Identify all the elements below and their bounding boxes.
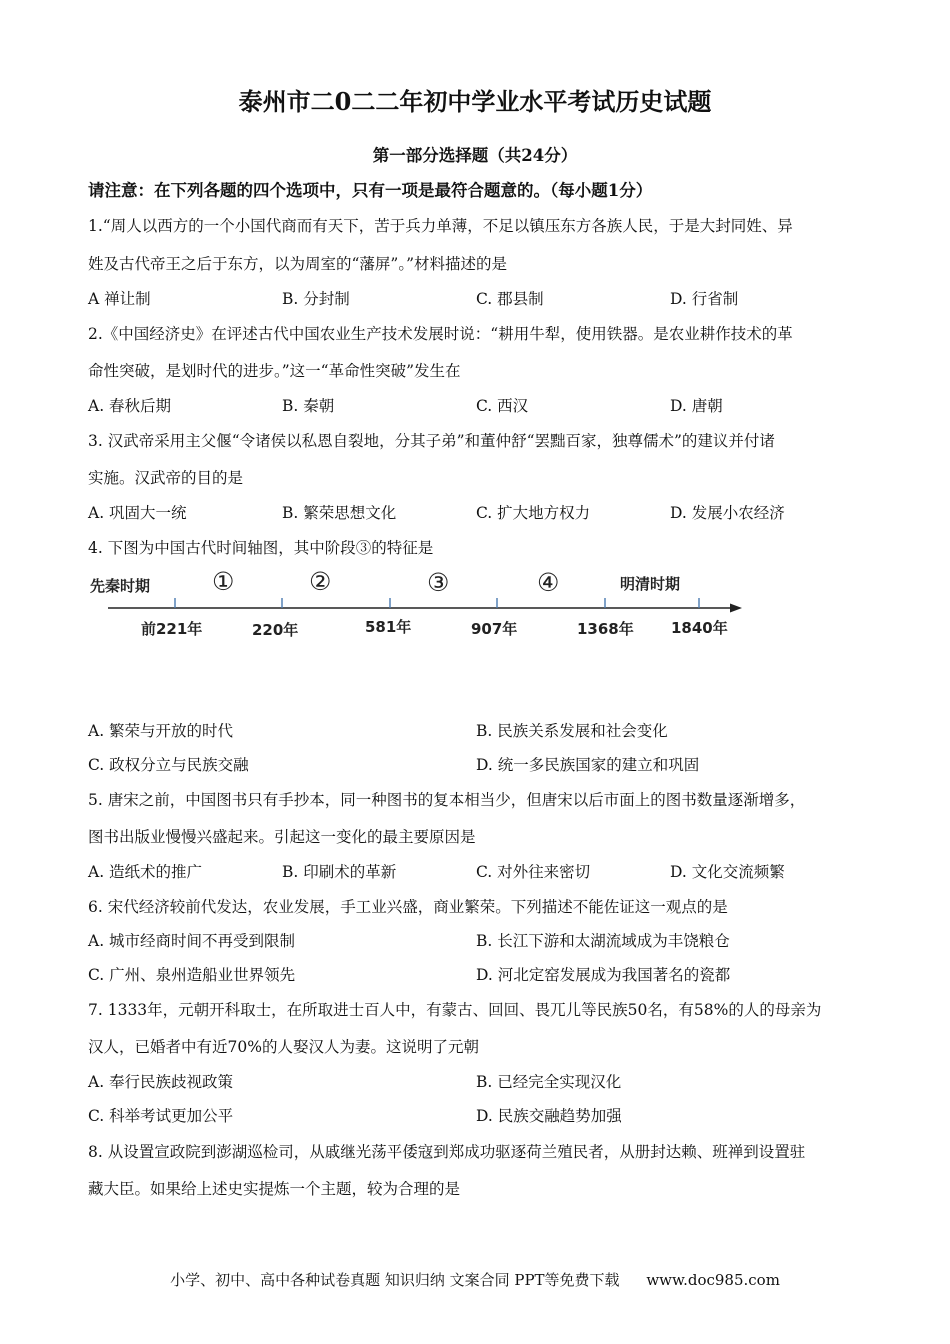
timeline-tick-label: 581年 bbox=[365, 618, 412, 636]
timeline-diagram bbox=[80, 560, 760, 650]
timeline-period-end: 明清时期 bbox=[620, 575, 681, 593]
timeline-tick-label: 1840年 bbox=[671, 619, 728, 637]
question-8-line-2: 藏大臣。如果给上述史实提炼一个主题，较为合理的是 bbox=[88, 1180, 461, 1198]
question-2-option-a: A. 春秋后期 bbox=[88, 397, 172, 415]
question-6-line-1: 6. 宋代经济较前代发达，农业发展，手工业兴盛，商业繁荣。下列描述不能佐证这一观点的是 bbox=[88, 898, 728, 916]
timeline-stage-1: ① bbox=[212, 567, 235, 596]
page-footer bbox=[0, 1269, 950, 1290]
question-5-line-1: 5. 唐宋之前，中国图书只有手抄本，同一种图书的复本相当少，但唐宋以后市面上的图书数量逐渐增多， bbox=[88, 791, 806, 809]
footer-text: 小学、初中、高中各种试卷真题 知识归纳 文案合同 PPT等免费下载 bbox=[170, 1271, 620, 1289]
question-7-option-d: D. 民族交融趋势加强 bbox=[476, 1107, 622, 1125]
question-7-option-a: A. 奉行民族歧视政策 bbox=[88, 1073, 234, 1091]
question-8-line-1: 8. 从设置宣政院到澎湖巡检司，从戚继光荡平倭寇到郑成功驱逐荷兰殖民者，从册封达赖、班禅到设置驻 bbox=[88, 1143, 806, 1161]
timeline-tick-label: 1368年 bbox=[577, 620, 634, 638]
question-7-option-b: B. 已经完全实现汉化 bbox=[476, 1073, 622, 1091]
question-5-line-2: 图书出版业慢慢兴盛起来。引起这一变化的最主要原因是 bbox=[88, 828, 476, 846]
question-1-option-a: A 禅让制 bbox=[88, 290, 151, 308]
question-2-line-1: 2.《中国经济史》在评述古代中国农业生产技术发展时说：“耕用牛犁，使用铁器。是农业耕作技术的革 bbox=[88, 325, 793, 343]
question-6-option-d: D. 河北定窑发展成为我国著名的瓷都 bbox=[476, 966, 731, 984]
timeline-tick-label: 907年 bbox=[471, 620, 518, 638]
footer-url-link[interactable]: www.doc985.com bbox=[646, 1271, 780, 1289]
question-1-option-d: D. 行省制 bbox=[670, 290, 739, 308]
question-6-option-c: C. 广州、泉州造船业世界领先 bbox=[88, 966, 296, 984]
question-2-option-c: C. 西汉 bbox=[476, 397, 529, 415]
question-5-option-d: D. 文化交流频繁 bbox=[670, 863, 785, 881]
instructions-notice: 请注意：在下列各题的四个选项中，只有一项是最符合题意的。（每小题1分） bbox=[88, 181, 653, 200]
question-6-option-b: B. 长江下游和太湖流域成为丰饶粮仓 bbox=[476, 932, 730, 950]
section-heading: 第一部分选择题（共24分） bbox=[372, 146, 578, 165]
timeline-tick-label: 前221年 bbox=[141, 620, 203, 638]
question-3-line-2: 实施。汉武帝的目的是 bbox=[88, 469, 244, 487]
page-title: 泰州市二0二二年初中学业水平考试历史试题 bbox=[238, 87, 712, 116]
question-3-line-1: 3. 汉武帝采用主父偃“令诸侯以私恩自裂地，分其子弟”和董仲舒“罢黜百家，独尊儒术”的建议并付诸 bbox=[88, 432, 775, 450]
timeline-stage-2: ② bbox=[309, 567, 332, 596]
question-2-option-b: B. 秦朝 bbox=[282, 397, 335, 415]
question-1-line-2: 姓及古代帝王之后于东方，以为周室的“藩屏”。”材料描述的是 bbox=[88, 255, 508, 273]
question-1-option-b: B. 分封制 bbox=[282, 290, 350, 308]
question-4-line-1: 4. 下图为中国古代时间轴图，其中阶段③的特征是 bbox=[88, 539, 434, 557]
question-3-option-b: B. 繁荣思想文化 bbox=[282, 504, 397, 522]
question-4-option-a: A. 繁荣与开放的时代 bbox=[88, 722, 234, 740]
timeline-stage-3: ③ bbox=[427, 568, 450, 597]
question-5-option-b: B. 印刷术的革新 bbox=[282, 863, 397, 881]
question-3-option-d: D. 发展小农经济 bbox=[670, 504, 785, 522]
question-1-option-c: C. 郡县制 bbox=[476, 290, 544, 308]
question-5-option-a: A. 造纸术的推广 bbox=[88, 863, 203, 881]
question-4-option-d: D. 统一多民族国家的建立和巩固 bbox=[476, 756, 700, 774]
question-2-option-d: D. 唐朝 bbox=[670, 397, 723, 415]
question-4-option-c: C. 政权分立与民族交融 bbox=[88, 756, 249, 774]
timeline-stage-4: ④ bbox=[537, 568, 560, 597]
question-3-option-a: A. 巩固大一统 bbox=[88, 504, 187, 522]
timeline-arrow-icon bbox=[730, 604, 742, 613]
question-2-line-2: 命性突破，是划时代的进步。”这一“革命性突破”发生在 bbox=[88, 362, 461, 380]
timeline-period-start: 先秦时期 bbox=[90, 577, 151, 595]
question-6-option-a: A. 城市经商时间不再受到限制 bbox=[88, 932, 296, 950]
question-1-line-1: 1.“周人以西方的一个小国代商而有天下，苦于兵力单薄，不足以镇压东方各族人民，于是大封同姓、异 bbox=[88, 217, 793, 235]
question-4-option-b: B. 民族关系发展和社会变化 bbox=[476, 722, 668, 740]
question-7-line-2: 汉人，已婚者中有近70%的人娶汉人为妻。这说明了元朝 bbox=[88, 1038, 479, 1056]
question-7-line-1: 7. 1333年，元朝开科取士，在所取进士百人中，有蒙古、回回、畏兀儿等民族50名，有58%的人的母亲为 bbox=[88, 1001, 822, 1019]
question-5-option-c: C. 对外往来密切 bbox=[476, 863, 591, 881]
question-3-option-c: C. 扩大地方权力 bbox=[476, 504, 591, 522]
question-7-option-c: C. 科举考试更加公平 bbox=[88, 1107, 234, 1125]
timeline-tick-label: 220年 bbox=[252, 621, 299, 639]
